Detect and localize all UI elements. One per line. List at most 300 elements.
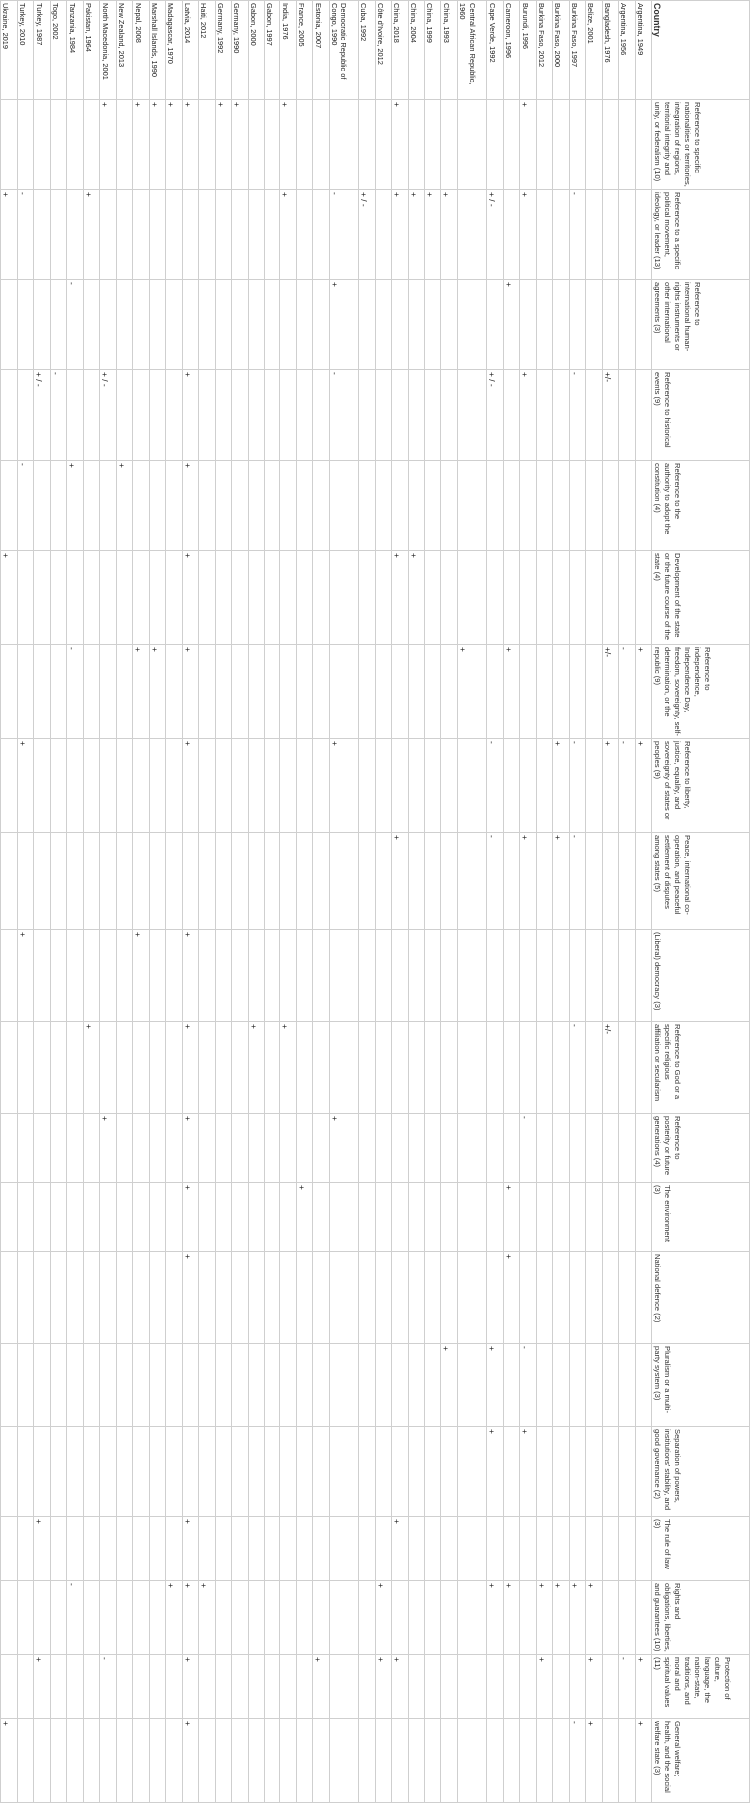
value-cell (635, 1581, 651, 1655)
value-cell (296, 1344, 312, 1427)
value-cell (67, 1427, 83, 1517)
value-cell (441, 551, 457, 645)
country-cell: Argentina, 1956 (619, 1, 635, 100)
value-cell (313, 1581, 329, 1655)
value-cell (67, 1252, 83, 1344)
value-cell (264, 1183, 279, 1252)
value-cell (635, 1114, 651, 1183)
value-cell (425, 1114, 441, 1183)
value-cell (619, 461, 635, 551)
value-cell (182, 280, 198, 370)
value-cell (457, 100, 486, 190)
value-cell: + (520, 100, 536, 190)
value-cell (520, 1655, 536, 1719)
value-cell (264, 930, 279, 1022)
value-cell (280, 739, 296, 833)
column-header: Reference to international human-rights instruments or other international agreements (3) (652, 280, 750, 370)
value-cell (425, 1655, 441, 1719)
value-cell (116, 645, 132, 739)
value-cell (375, 1344, 391, 1427)
value-cell (487, 1517, 503, 1581)
value-cell (457, 1517, 486, 1581)
value-cell (116, 551, 132, 645)
value-cell (232, 1719, 248, 1803)
country-cell: Gabon, 1997 (264, 1, 279, 100)
value-cell: + (133, 645, 149, 739)
value-cell (100, 1517, 116, 1581)
value-cell (536, 833, 552, 930)
value-cell (359, 551, 375, 645)
value-cell: + (520, 833, 536, 930)
value-cell (100, 645, 116, 739)
value-cell (457, 1427, 486, 1517)
value-cell (166, 930, 182, 1022)
value-cell (50, 1022, 66, 1114)
value-cell (313, 930, 329, 1022)
value-cell (441, 370, 457, 461)
value-cell (408, 1427, 424, 1517)
value-cell (17, 100, 33, 190)
value-cell (50, 551, 66, 645)
value-cell (329, 1655, 358, 1719)
column-header: Rights and obligations, liberties, and guarantees (10) (652, 1581, 750, 1655)
value-cell (536, 1252, 552, 1344)
value-cell (635, 930, 651, 1022)
value-cell (359, 1581, 375, 1655)
value-cell (116, 1114, 132, 1183)
value-cell (619, 370, 635, 461)
value-cell (503, 930, 519, 1022)
table-row (520, 1, 536, 1803)
value-cell: + (553, 833, 569, 930)
table-row (329, 1, 358, 1803)
value-cell (264, 1344, 279, 1427)
value-cell (313, 1183, 329, 1252)
column-header: Reference to specific nationalities or territories, integration of regions, territorial integrity and unity, or federalism (10) (652, 100, 750, 190)
value-cell (487, 1022, 503, 1114)
value-cell: - (17, 461, 33, 551)
table-row (264, 1, 279, 1803)
value-cell (50, 1719, 66, 1803)
value-cell: + (67, 461, 83, 551)
value-cell (215, 1183, 231, 1252)
value-cell (536, 645, 552, 739)
value-cell (248, 930, 264, 1022)
value-cell (553, 1183, 569, 1252)
value-cell (425, 1183, 441, 1252)
value-cell (248, 190, 264, 280)
table-row (280, 1, 296, 1803)
value-cell: - (569, 190, 585, 280)
value-cell (264, 833, 279, 930)
column-header: The environment (3) (652, 1183, 750, 1252)
value-cell (635, 461, 651, 551)
value-cell: + (100, 1114, 116, 1183)
value-cell: + (83, 190, 99, 280)
value-cell: + (182, 1114, 198, 1183)
value-cell (149, 1719, 165, 1803)
value-cell: + (133, 930, 149, 1022)
value-cell (359, 1252, 375, 1344)
table-row (441, 1, 457, 1803)
value-cell (536, 190, 552, 280)
country-cell: Ukraine, 2019 (1, 1, 18, 100)
value-cell (441, 833, 457, 930)
value-cell (149, 930, 165, 1022)
value-cell (359, 461, 375, 551)
column-header: Reference to historical events (9) (652, 370, 750, 461)
value-cell (67, 551, 83, 645)
value-cell (199, 1655, 215, 1719)
column-header: Reference to posterity or future generations (4) (652, 1114, 750, 1183)
value-cell (408, 833, 424, 930)
table-row (635, 1, 651, 1803)
value-cell (50, 280, 66, 370)
value-cell (149, 280, 165, 370)
value-cell (199, 739, 215, 833)
value-cell: + (392, 190, 408, 280)
value-cell: - (520, 1344, 536, 1427)
value-cell: - (619, 1655, 635, 1719)
value-cell (232, 645, 248, 739)
value-cell (34, 190, 50, 280)
value-cell (569, 1252, 585, 1344)
value-cell (215, 1022, 231, 1114)
value-cell (296, 1252, 312, 1344)
value-cell (408, 739, 424, 833)
value-cell (586, 1183, 602, 1252)
table-row (619, 1, 635, 1803)
value-cell (100, 833, 116, 930)
value-cell (215, 645, 231, 739)
value-cell (296, 1581, 312, 1655)
value-cell (280, 645, 296, 739)
value-cell (296, 1719, 312, 1803)
column-header: Reference to independence, Independence Day, freedom, sovereignty, self-determination, or the republic (9) (652, 645, 750, 739)
value-cell (116, 1344, 132, 1427)
value-cell (296, 370, 312, 461)
value-cell (313, 370, 329, 461)
value-cell (166, 1517, 182, 1581)
value-cell (182, 833, 198, 930)
table-row (116, 1, 132, 1803)
value-cell: - (619, 739, 635, 833)
value-cell (425, 1022, 441, 1114)
table-row (83, 1, 99, 1803)
value-cell (520, 280, 536, 370)
value-cell (536, 1427, 552, 1517)
value-cell (635, 280, 651, 370)
value-cell: +/- (602, 1022, 618, 1114)
value-cell (441, 930, 457, 1022)
value-cell (1, 930, 18, 1022)
value-cell (199, 1183, 215, 1252)
value-cell (1, 1022, 18, 1114)
value-cell (116, 280, 132, 370)
value-cell (425, 280, 441, 370)
table-row (359, 1, 375, 1803)
value-cell (215, 1719, 231, 1803)
value-cell (441, 1427, 457, 1517)
value-cell (375, 833, 391, 930)
value-cell (487, 930, 503, 1022)
value-cell (586, 1114, 602, 1183)
value-cell: - (569, 833, 585, 930)
value-cell (296, 1022, 312, 1114)
value-cell (329, 833, 358, 930)
value-cell: + (329, 739, 358, 833)
value-cell (569, 1114, 585, 1183)
value-cell (503, 551, 519, 645)
value-cell (520, 1183, 536, 1252)
value-cell (17, 833, 33, 930)
value-cell (375, 190, 391, 280)
value-cell (441, 645, 457, 739)
value-cell (359, 1719, 375, 1803)
table-row (166, 1, 182, 1803)
value-cell: - (569, 370, 585, 461)
value-cell (619, 1427, 635, 1517)
value-cell: + (503, 280, 519, 370)
table-row (553, 1, 569, 1803)
country-cell: Turkey, 2010 (17, 1, 33, 100)
value-cell (67, 190, 83, 280)
country-cell: Latvia, 2014 (182, 1, 198, 100)
value-cell (232, 930, 248, 1022)
value-cell (296, 1517, 312, 1581)
value-cell (619, 833, 635, 930)
value-cell (392, 1022, 408, 1114)
value-cell (34, 1252, 50, 1344)
value-cell: + (586, 1655, 602, 1719)
value-cell (375, 1183, 391, 1252)
value-cell (166, 739, 182, 833)
value-cell (602, 1655, 618, 1719)
value-cell (83, 551, 99, 645)
country-cell: Germany, 1990 (232, 1, 248, 100)
value-cell (232, 1022, 248, 1114)
value-cell (359, 833, 375, 930)
value-cell (457, 1252, 486, 1344)
value-cell (264, 280, 279, 370)
value-cell (536, 930, 552, 1022)
value-cell (408, 1022, 424, 1114)
value-cell (232, 1252, 248, 1344)
value-cell (553, 100, 569, 190)
value-cell (100, 1183, 116, 1252)
value-cell (166, 1022, 182, 1114)
value-cell (1, 280, 18, 370)
table-row (34, 1, 50, 1803)
value-cell (50, 1252, 66, 1344)
value-cell: + (182, 1252, 198, 1344)
value-cell (264, 1114, 279, 1183)
value-cell: +/- (602, 645, 618, 739)
value-cell (1, 645, 18, 739)
value-cell: - (329, 190, 358, 280)
country-cell: Togo, 2002 (50, 1, 66, 100)
value-cell (602, 461, 618, 551)
value-cell (329, 930, 358, 1022)
value-cell (1, 1114, 18, 1183)
value-cell: + (182, 1517, 198, 1581)
value-cell (425, 1344, 441, 1427)
value-cell (232, 1655, 248, 1719)
value-cell (602, 930, 618, 1022)
value-cell (536, 1183, 552, 1252)
value-cell (296, 461, 312, 551)
value-cell (133, 1719, 149, 1803)
value-cell (116, 1581, 132, 1655)
value-cell (408, 930, 424, 1022)
value-cell (359, 280, 375, 370)
value-cell: + (182, 739, 198, 833)
value-cell (425, 100, 441, 190)
value-cell (520, 930, 536, 1022)
value-cell (50, 833, 66, 930)
value-cell: - (100, 1655, 116, 1719)
value-cell (441, 1183, 457, 1252)
value-cell (296, 280, 312, 370)
value-cell (1, 100, 18, 190)
value-cell (392, 1427, 408, 1517)
value-cell (34, 1183, 50, 1252)
value-cell (586, 833, 602, 930)
value-cell (586, 739, 602, 833)
value-cell (149, 1022, 165, 1114)
value-cell: + (586, 1581, 602, 1655)
value-cell (503, 461, 519, 551)
country-cell: Madagascar, 1970 (166, 1, 182, 100)
value-cell (441, 1517, 457, 1581)
value-cell (116, 1427, 132, 1517)
value-cell (1, 1581, 18, 1655)
value-cell: + (635, 1655, 651, 1719)
value-cell (569, 280, 585, 370)
value-cell (264, 1655, 279, 1719)
value-cell (408, 100, 424, 190)
value-cell (602, 1517, 618, 1581)
value-cell (329, 1344, 358, 1427)
value-cell: + (520, 370, 536, 461)
value-cell (313, 1344, 329, 1427)
value-cell (487, 1252, 503, 1344)
value-cell (133, 833, 149, 930)
value-cell (1, 370, 18, 461)
value-cell (503, 833, 519, 930)
value-cell (133, 551, 149, 645)
value-cell (17, 1344, 33, 1427)
value-cell (248, 461, 264, 551)
value-cell: + (182, 1581, 198, 1655)
value-cell (83, 1114, 99, 1183)
column-header: (Liberal) democracy (3) (652, 930, 750, 1022)
value-cell (67, 370, 83, 461)
value-cell (116, 100, 132, 190)
value-cell (34, 461, 50, 551)
value-cell (34, 645, 50, 739)
country-cell: Democratic Republic of Congo, 1990 (329, 1, 358, 100)
value-cell (329, 551, 358, 645)
value-cell (619, 1183, 635, 1252)
value-cell: + / - (100, 370, 116, 461)
value-cell (264, 190, 279, 280)
value-cell: + (149, 100, 165, 190)
value-cell (457, 1114, 486, 1183)
value-cell (569, 1517, 585, 1581)
value-cell (329, 645, 358, 739)
value-cell (441, 739, 457, 833)
value-cell: + (313, 1655, 329, 1719)
value-cell (602, 833, 618, 930)
value-cell: + (182, 551, 198, 645)
value-cell (67, 833, 83, 930)
value-cell (586, 1427, 602, 1517)
value-cell (359, 930, 375, 1022)
value-cell (602, 1427, 618, 1517)
value-cell (50, 190, 66, 280)
value-cell (602, 1252, 618, 1344)
value-cell (34, 280, 50, 370)
value-cell (375, 461, 391, 551)
value-cell (264, 1719, 279, 1803)
value-cell (50, 1581, 66, 1655)
value-cell (586, 461, 602, 551)
value-cell (375, 551, 391, 645)
value-cell (619, 1114, 635, 1183)
value-cell (264, 1427, 279, 1517)
value-cell (441, 1719, 457, 1803)
country-cell: Turkey, 1987 (34, 1, 50, 100)
value-cell (133, 739, 149, 833)
value-cell (83, 1655, 99, 1719)
value-cell (457, 1719, 486, 1803)
country-cell: China, 1999 (425, 1, 441, 100)
value-cell (50, 645, 66, 739)
column-header: General welfare; health, and the social welfare state (3) (652, 1719, 750, 1803)
value-cell: + (199, 1581, 215, 1655)
value-cell (133, 190, 149, 280)
country-cell: Estonia, 2007 (313, 1, 329, 100)
value-cell (602, 1114, 618, 1183)
value-cell (457, 1022, 486, 1114)
value-cell (359, 1183, 375, 1252)
table-row (100, 1, 116, 1803)
value-cell (313, 739, 329, 833)
value-cell (408, 1719, 424, 1803)
value-cell (425, 1719, 441, 1803)
value-cell (199, 1517, 215, 1581)
value-cell (619, 1344, 635, 1427)
value-cell (503, 1344, 519, 1427)
value-cell (232, 190, 248, 280)
value-cell (408, 370, 424, 461)
value-cell (313, 1114, 329, 1183)
value-cell: + (602, 739, 618, 833)
value-cell: + / - (34, 370, 50, 461)
value-cell (520, 1719, 536, 1803)
value-cell (619, 1581, 635, 1655)
value-cell: + (392, 551, 408, 645)
value-cell (83, 1517, 99, 1581)
value-cell: + / - (487, 190, 503, 280)
value-cell (67, 930, 83, 1022)
value-cell (296, 1114, 312, 1183)
value-cell (375, 100, 391, 190)
value-cell: + (553, 1581, 569, 1655)
value-cell (487, 645, 503, 739)
value-cell (133, 1655, 149, 1719)
